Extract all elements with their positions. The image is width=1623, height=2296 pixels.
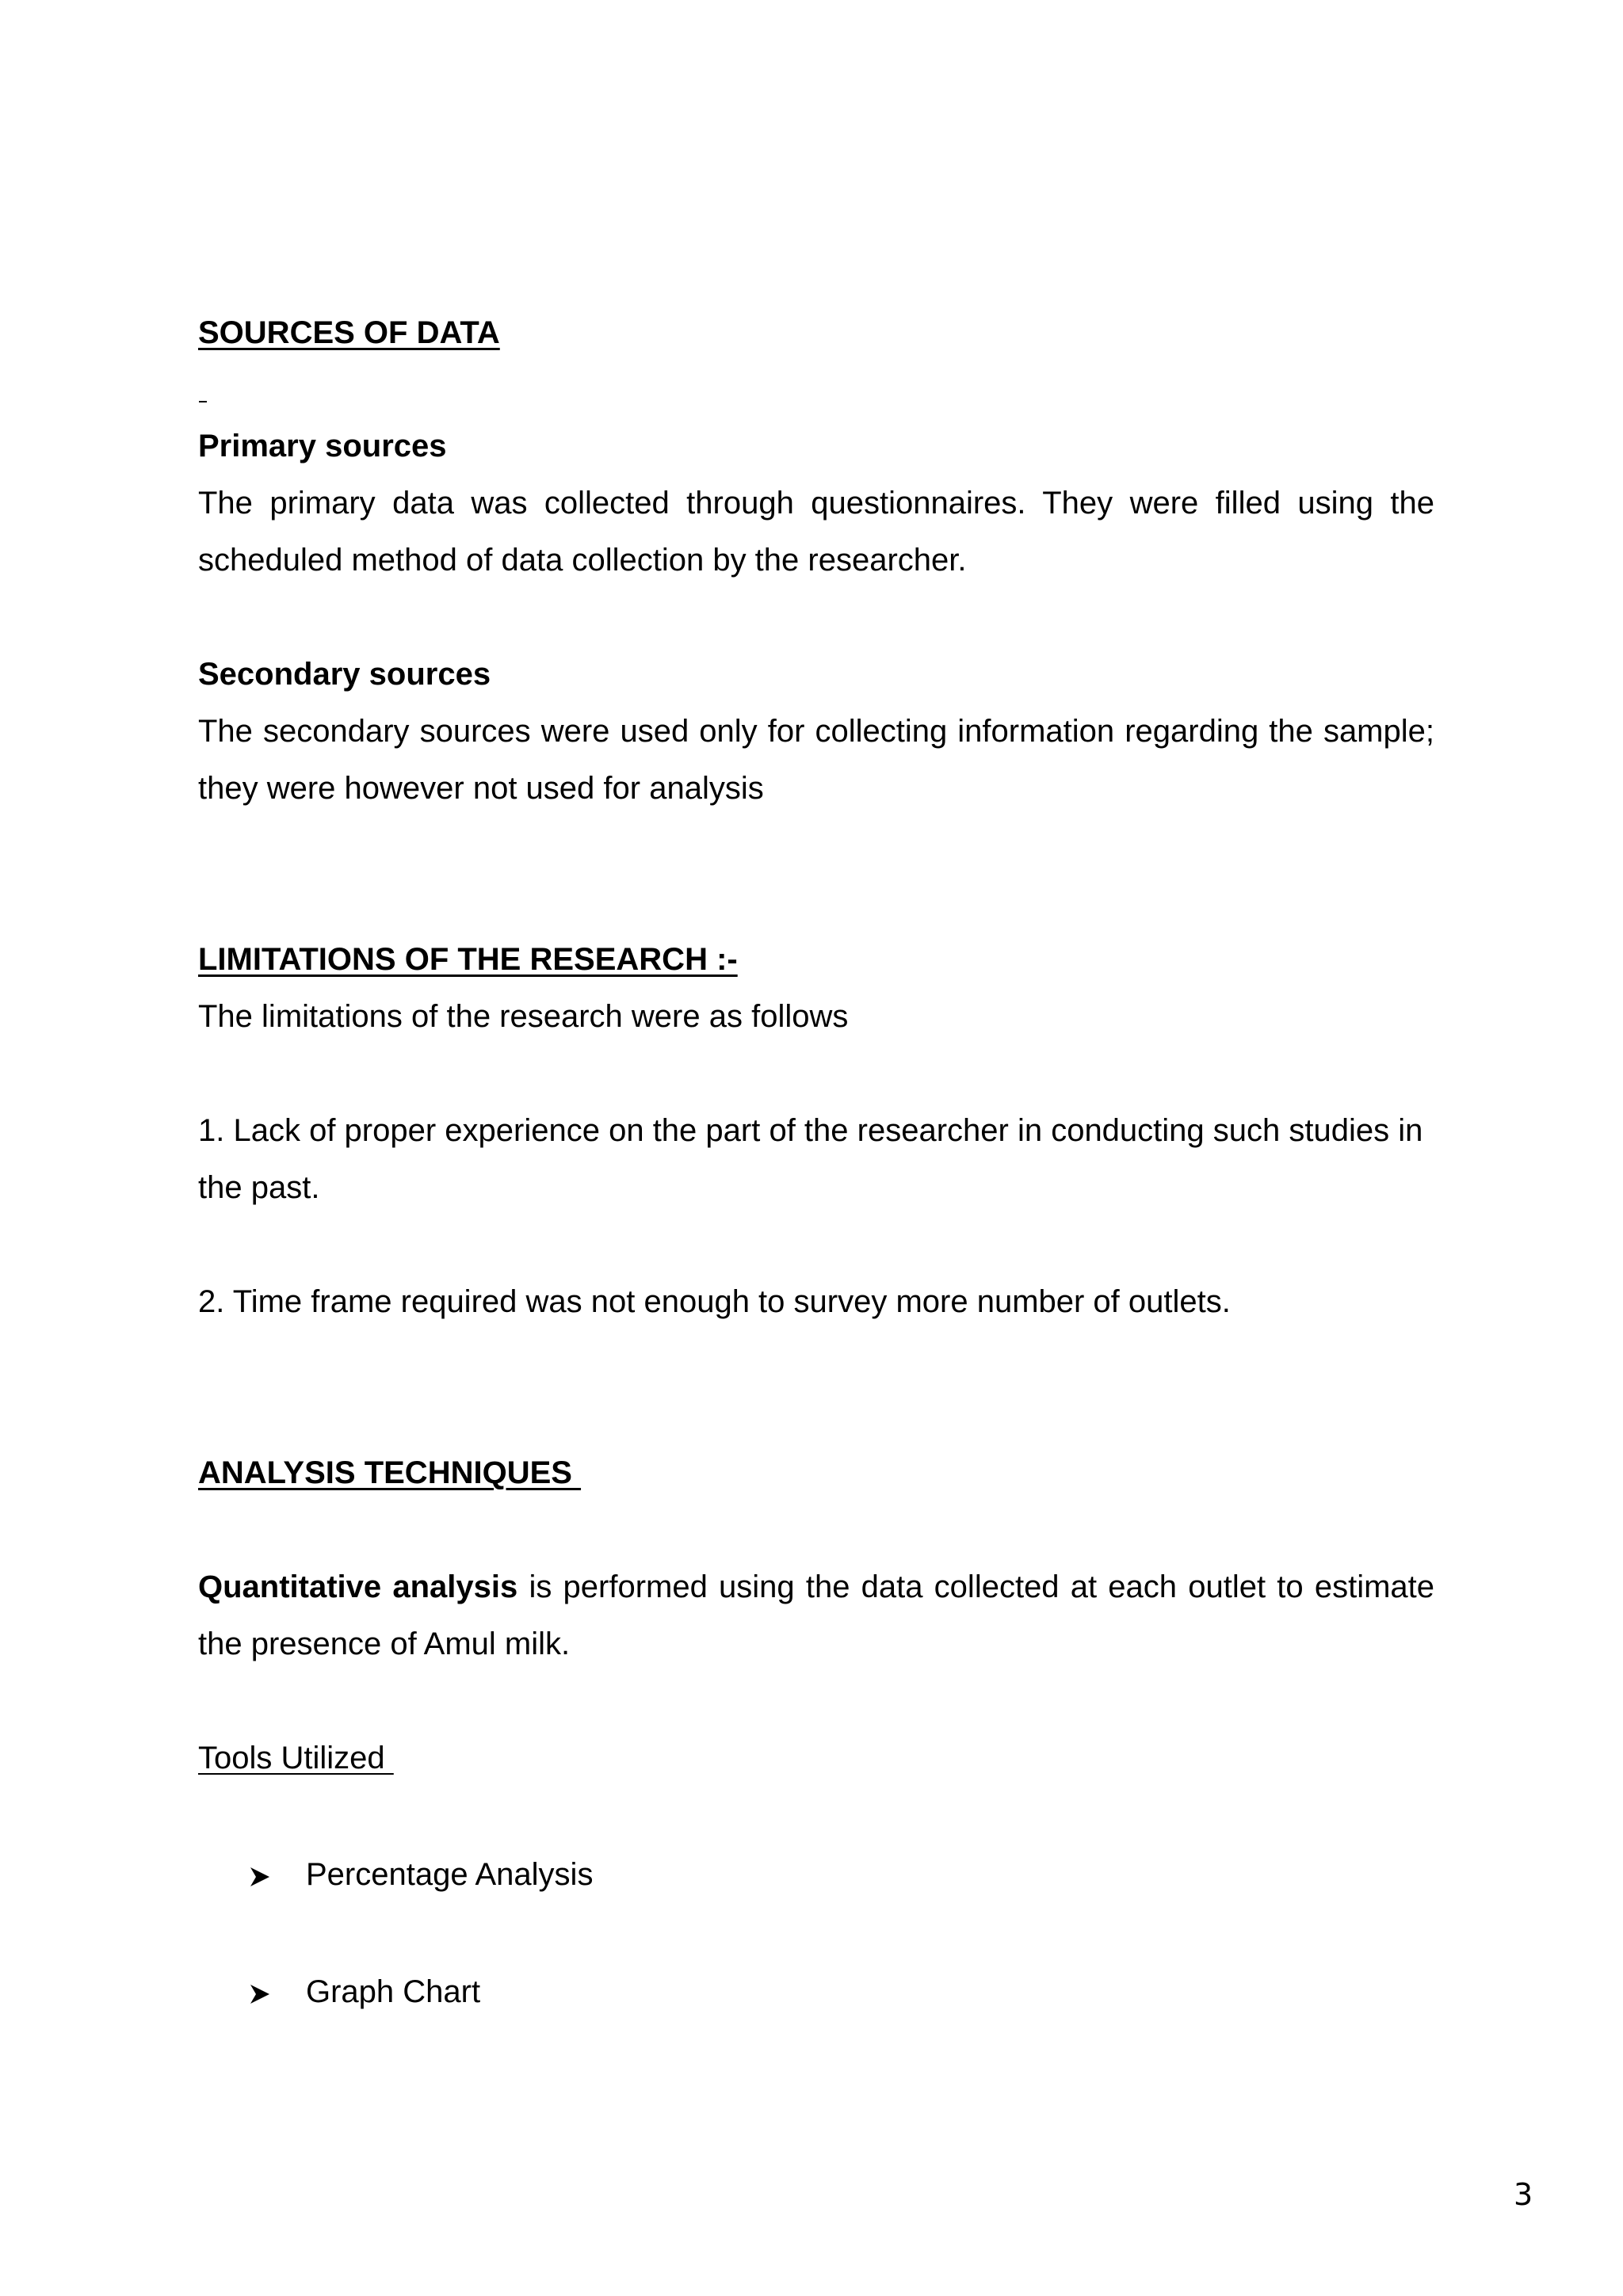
arrowhead-bullet-icon bbox=[249, 1846, 306, 1903]
primary-sources-text: The primary data was collected through questionnaires. They were filled using the scheduled method of data collection by the researcher. bbox=[198, 486, 1434, 578]
limitation-item-2: 2. Time frame required was not enough to survey more number of outlets. bbox=[198, 1284, 1231, 1319]
tools-utilized-heading: Tools Utilized bbox=[198, 1741, 394, 1775]
secondary-sources-text: The secondary sources were used only for collecting information regarding the sample; they were however not used for analysis bbox=[198, 714, 1434, 806]
primary-sources-heading: Primary sources bbox=[198, 429, 447, 463]
tool-item-graph-chart bbox=[249, 1963, 1358, 2020]
analysis-techniques-heading: ANALYSIS TECHNIQUES bbox=[198, 1455, 582, 1490]
tool-item-label: Graph Chart bbox=[306, 1974, 481, 2009]
quantitative-analysis-term: Quantitative analysis bbox=[198, 1569, 518, 1604]
sources-of-data-heading: SOURCES OF DATA bbox=[198, 315, 500, 350]
arrowhead-bullet-icon bbox=[249, 1963, 306, 2020]
limitations-intro: The limitations of the research were as follows bbox=[198, 999, 849, 1034]
tool-item-label: Percentage Analysis bbox=[306, 1857, 594, 1892]
quantitative-analysis-paragraph bbox=[198, 1558, 1434, 1672]
stray-underscore-mark bbox=[199, 401, 207, 402]
tool-item-percentage-analysis bbox=[249, 1846, 1358, 1903]
limitation-item-1: 1. Lack of proper experience on the part of the researcher in conducting such studies in the past. bbox=[198, 1113, 1423, 1205]
secondary-sources-heading: Secondary sources bbox=[198, 657, 491, 692]
limitations-heading: LIMITATIONS OF THE RESEARCH :- bbox=[198, 942, 738, 977]
page-number: 3 bbox=[1514, 2177, 1533, 2212]
quantitative-analysis-description: is performed using the data collected at each outlet to estimate the presence of Amul milk. bbox=[198, 1569, 1435, 1661]
